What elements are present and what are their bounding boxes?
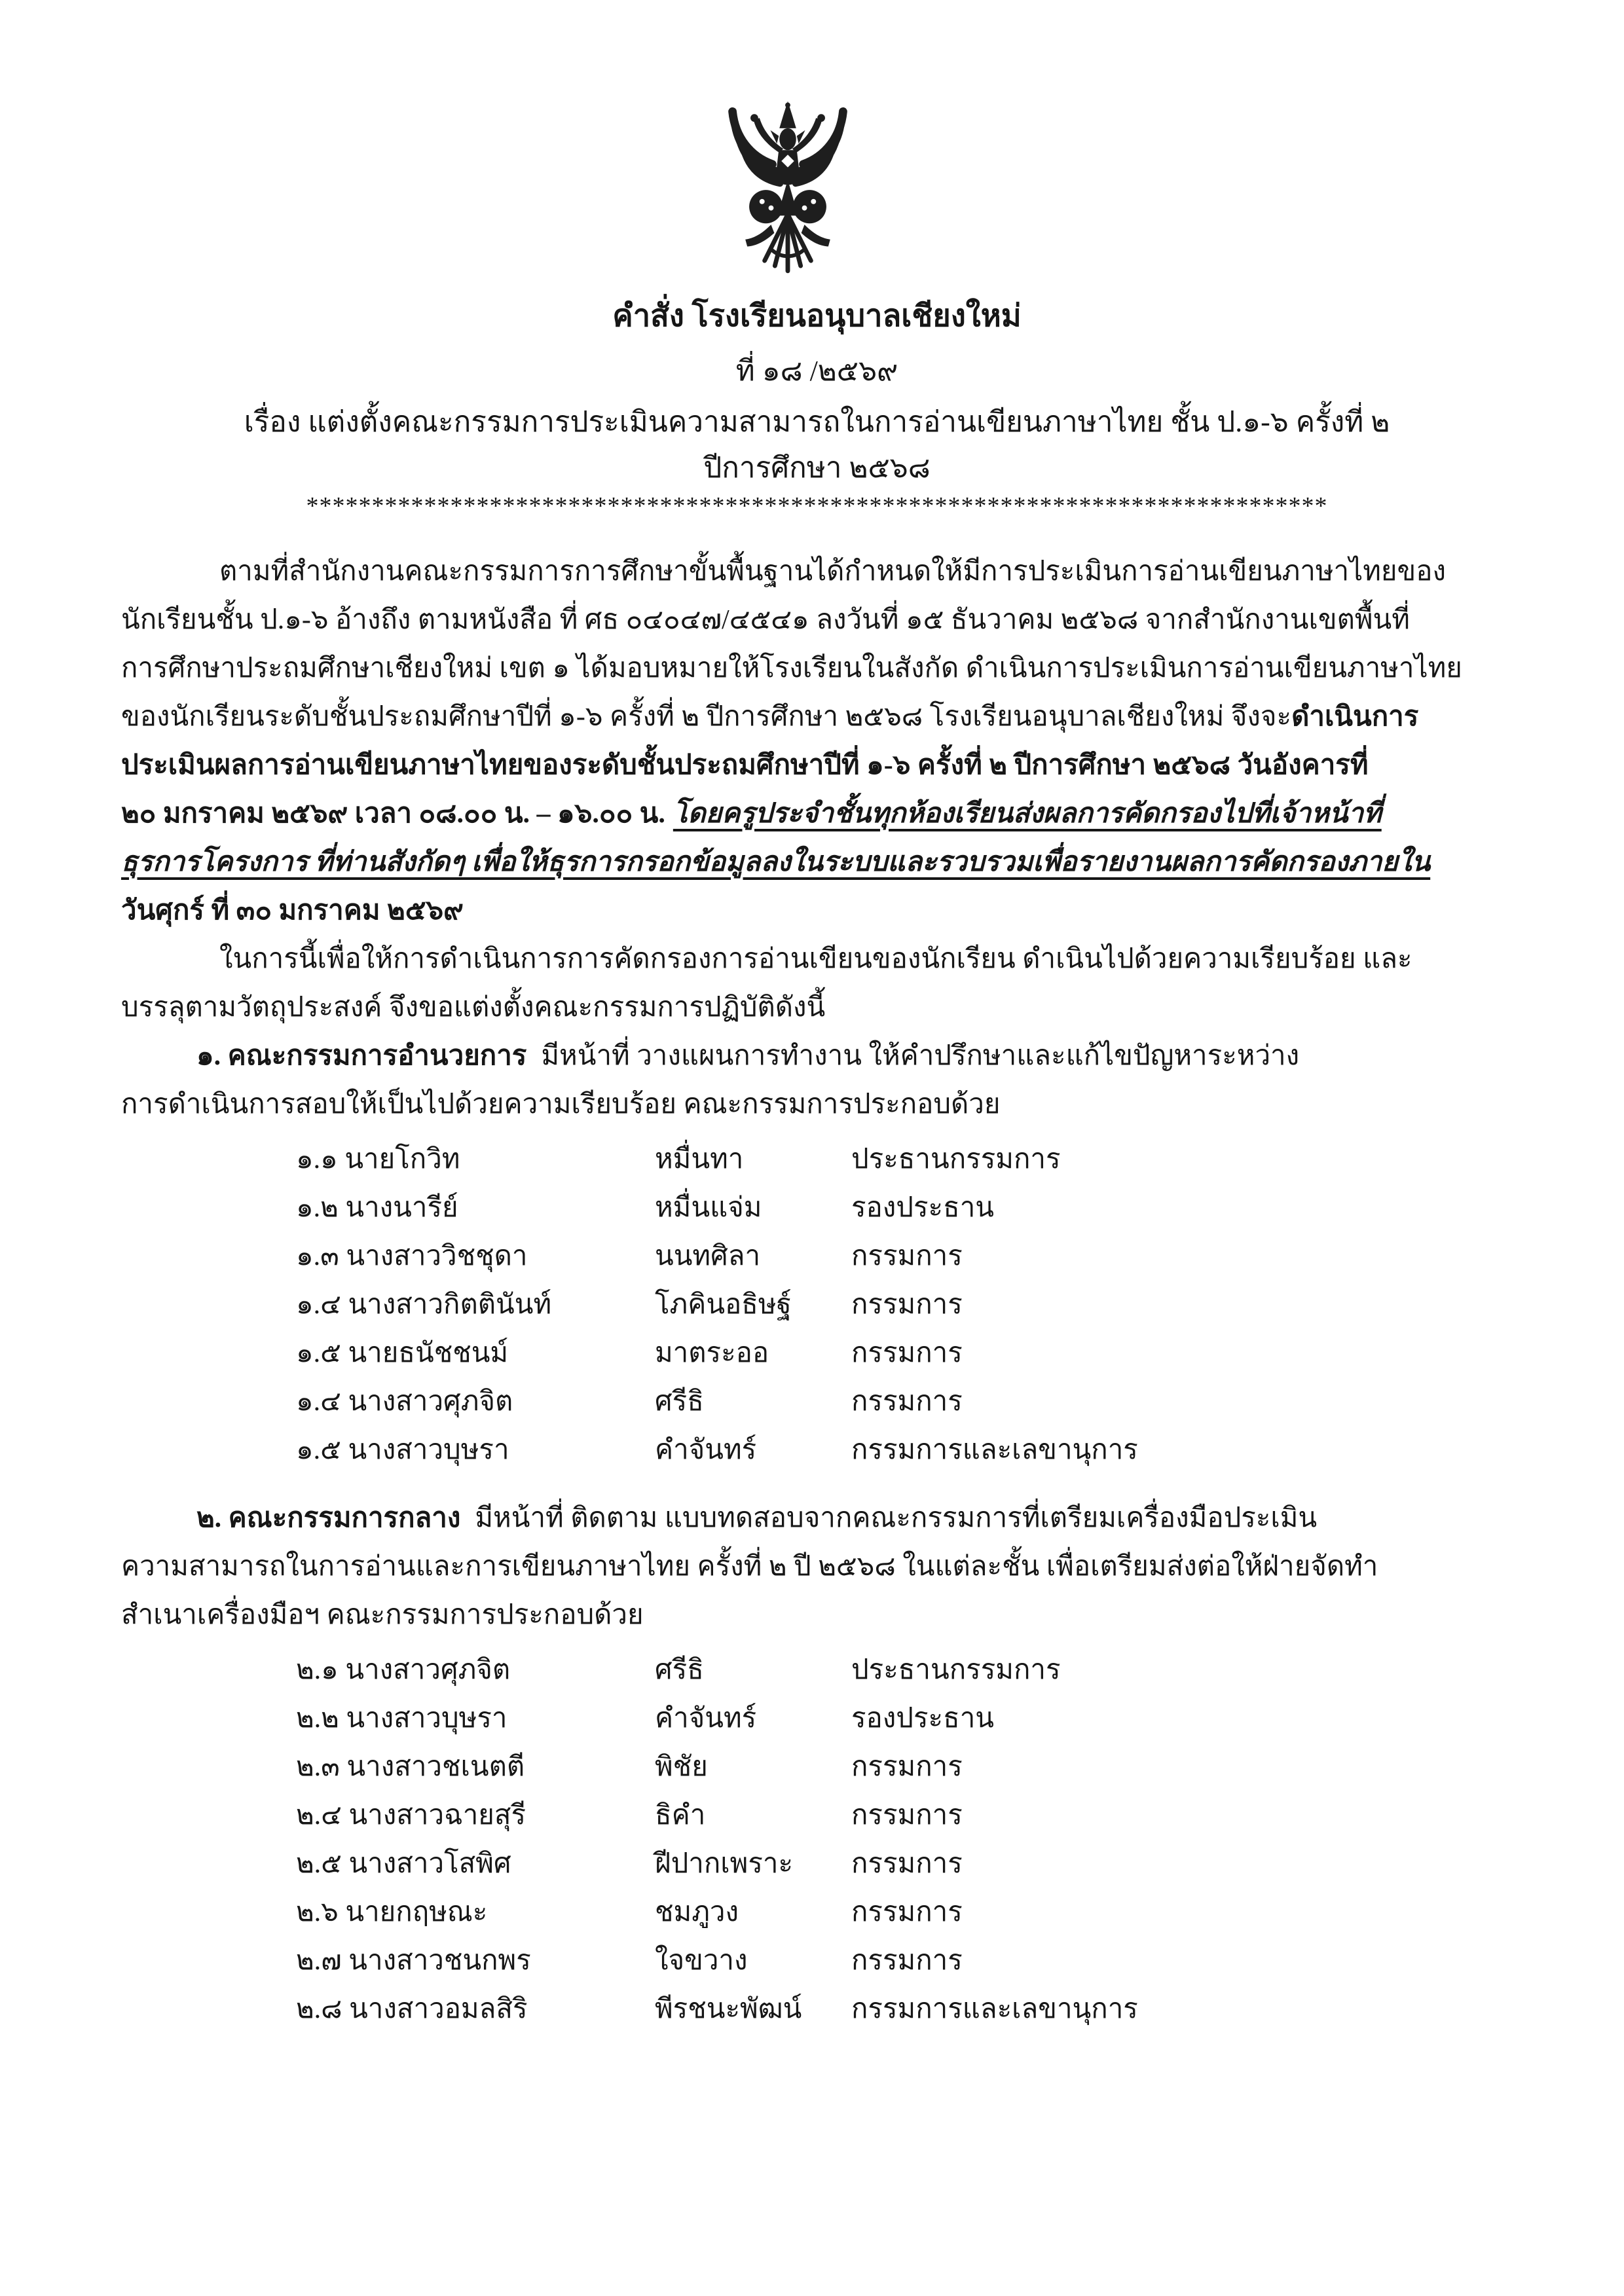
table-row [121,1426,1513,1474]
asterisk-divider: ****************************************************************************** [306,492,1328,520]
member-surname: พีรชนะพัฒน์ [655,1994,802,2024]
member-role: รองประธาน [851,1704,994,1734]
member-role: กรรมการ [851,1387,963,1417]
paragraph1-line: ของนักเรียนระดับชั้นประถมศึกษาปีที่ ๑-๖ ครั้งที่ ๒ ปีการศึกษา ๒๕๖๘ โรงเรียนอนุบาลเชียงใหม่ จึงจะดำเนินการ [121,702,1419,732]
member-surname: ใจขวาง [655,1946,748,1976]
order-title: คำสั่ง โรงเรียนอนุบาลเชียงใหม่ [612,299,1022,333]
member-name: ๒.๘ นางสาวอมลสิริ [296,1994,528,2024]
member-surname: คำจันทร์ [655,1435,757,1465]
member-name: ๑.๓ นางสาววิชชุดา [296,1241,528,1271]
table-row [121,1184,1513,1232]
member-role: กรรมการ [851,1290,963,1320]
garuda-emblem-icon [717,98,858,292]
academic-year: ปีการศึกษา ๒๕๖๘ [703,452,931,484]
member-name: ๒.๓ นางสาวชเนตตี [296,1752,525,1782]
member-surname: นนทศิลา [655,1241,761,1271]
member-surname: หมื่นทา [655,1144,744,1175]
committee2-heading: ๒. คณะกรรมการกลาง มีหน้าที่ ติดตาม แบบทดสอบจากคณะกรรมการที่เตรียมเครื่องมือประเมิน [196,1503,1318,1533]
paragraph1-line: นักเรียนชั้น ป.๑-๖ อ้างถึง ตามหนังสือ ที่ ศธ ๐๔๐๔๗/๔๕๔๑ ลงวันที่ ๑๕ ธันวาคม ๒๕๖๘ จากสำนักงานเขตพื้นที่ [121,605,1410,635]
member-name: ๑.๒ นางนารีย์ [296,1193,458,1223]
member-name: ๒.๔ นางสาวฉายสุรี [296,1800,526,1831]
member-surname: ชมภูวง [655,1897,739,1927]
member-role: กรรมการ [851,1800,963,1831]
committee2-heading-line3: สำเนาเครื่องมือฯ คณะกรรมการประกอบด้วย [121,1600,644,1630]
member-name: ๑.๔ นางสาวกิตตินันท์ [296,1290,552,1320]
paragraph1-line: ๒๐ มกราคม ๒๕๖๙ เวลา ๐๘.๐๐ น. – ๑๖.๐๐ น. โดยครูประจำชั้นทุกห้องเรียนส่งผลการคัดกรองไปที่เจ้าหน้าที่ [121,799,1382,829]
committee2-section [121,1494,1513,2033]
paragraph1-line: วันศุกร์ ที่ ๓๐ มกราคม ๒๕๖๙ [121,896,464,926]
table-row [121,1937,1513,1985]
committee1-heading: ๑. คณะกรรมการอำนวยการ มีหน้าที่ วางแผนการทำงาน ให้คำปรึกษาและแก้ไขปัญหาระหว่าง [196,1041,1300,1071]
table-row [121,1985,1513,2033]
member-role: กรรมการ [851,1752,963,1782]
table-row [121,1135,1513,1184]
member-surname: พิชัย [655,1752,708,1782]
member-role: ประธานกรรมการ [851,1655,1061,1685]
table-row [121,1743,1513,1791]
member-name: ๒.๖ นายกฤษณะ [296,1897,488,1927]
member-role: กรรมการ [851,1241,963,1271]
table-row [121,1694,1513,1743]
member-surname: ธิคำ [655,1800,706,1831]
member-name: ๒.๗ นางสาวชนกพร [296,1946,531,1976]
committee1-heading-line2: การดำเนินการสอบให้เป็นไปด้วยความเรียบร้อย คณะกรรมการประกอบด้วย [121,1089,1001,1120]
order-number: ที่ ๑๘ /๒๕๖๙ [735,355,898,387]
paragraph2-line: ในการนี้เพื่อให้การดำเนินการการคัดกรองการอ่านเขียนของนักเรียน ดำเนินไปด้วยความเรียบร้อย และ [219,944,1412,974]
order-subject: เรื่อง แต่งตั้งคณะกรรมการประเมินความสามารถในการอ่านเขียนภาษาไทย ชั้น ป.๑-๖ ครั้งที่ ๒ [244,406,1390,438]
committee2-member-list [121,1646,1513,2033]
table-row [121,1377,1513,1426]
member-role: กรรมการและเลขานุการ [851,1994,1138,2024]
member-surname: มาตระออ [655,1338,769,1368]
member-name: ๒.๕ นางสาวโสพิศ [296,1849,511,1879]
member-role: กรรมการ [851,1946,963,1976]
table-row [121,1329,1513,1377]
member-role: รองประธาน [851,1193,994,1223]
member-name: ๑.๑ นายโกวิท [296,1144,460,1175]
member-surname: ศรีธิ [655,1387,704,1417]
member-role: ประธานกรรมการ [851,1144,1061,1175]
paragraph1-line: การศึกษาประถมศึกษาเชียงใหม่ เขต ๑ ได้มอบหมายให้โรงเรียนในสังกัด ดำเนินการประเมินการอ่านเขียนภาษาไทย [121,653,1462,683]
member-role: กรรมการและเลขานุการ [851,1435,1138,1465]
table-row [121,1281,1513,1329]
paragraph2-line: บรรลุตามวัตถุประสงค์ จึงขอแต่งตั้งคณะกรรมการปฏิบัติดังนี้ [121,993,826,1023]
member-role: กรรมการ [851,1338,963,1368]
member-name: ๑.๔ นางสาวศุภจิต [296,1387,513,1417]
order-body [121,547,1513,2033]
member-name: ๒.๒ นางสาวบุษรา [296,1704,507,1734]
member-surname: ฝีปากเพราะ [655,1849,794,1879]
member-role: กรรมการ [851,1849,963,1879]
member-surname: หมื่นแจ่ม [655,1193,762,1223]
member-name: ๑.๕ นายธนัชชนม์ [296,1338,509,1368]
committee1-member-list [121,1135,1513,1474]
table-row [121,1888,1513,1937]
member-surname: โภคินอธิษฐ์ [655,1290,792,1320]
member-name: ๒.๑ นางสาวศุภจิต [296,1655,511,1685]
member-surname: คำจันทร์ [655,1704,757,1734]
member-name: ๑.๕ นางสาวบุษรา [296,1435,509,1465]
paragraph1-line: ธุรการโครงการ ที่ท่านสังกัดๆ เพื่อให้ธุรการกรอกข้อมูลลงในระบบและรวบรวมเพื่อรายงานผลการคัดกรองภายใน [121,847,1431,877]
committee2-heading-line2: ความสามารถในการอ่านและการเขียนภาษาไทย ครั้งที่ ๒ ปี ๒๕๖๘ ในแต่ละชั้น เพื่อเตรียมส่งต่อให้ฝ่ายจัดทำ [121,1552,1378,1582]
table-row [121,1232,1513,1281]
member-role: กรรมการ [851,1897,963,1927]
table-row [121,1840,1513,1888]
table-row [121,1646,1513,1694]
table-row [121,1791,1513,1840]
member-surname: ศรีธิ [655,1655,704,1685]
paragraph1-line: ตามที่สำนักงานคณะกรรมการการศึกษาขั้นพื้นฐานได้กำหนดให้มีการประเมินการอ่านเขียนภาษาไทยของ [219,556,1446,587]
paragraph1-line: ประเมินผลการอ่านเขียนภาษาไทยของระดับชั้นประถมศึกษาปีที่ ๑-๖ ครั้งที่ ๒ ปีการศึกษา ๒๕๖๘ วันอังคารที่ [121,750,1369,780]
